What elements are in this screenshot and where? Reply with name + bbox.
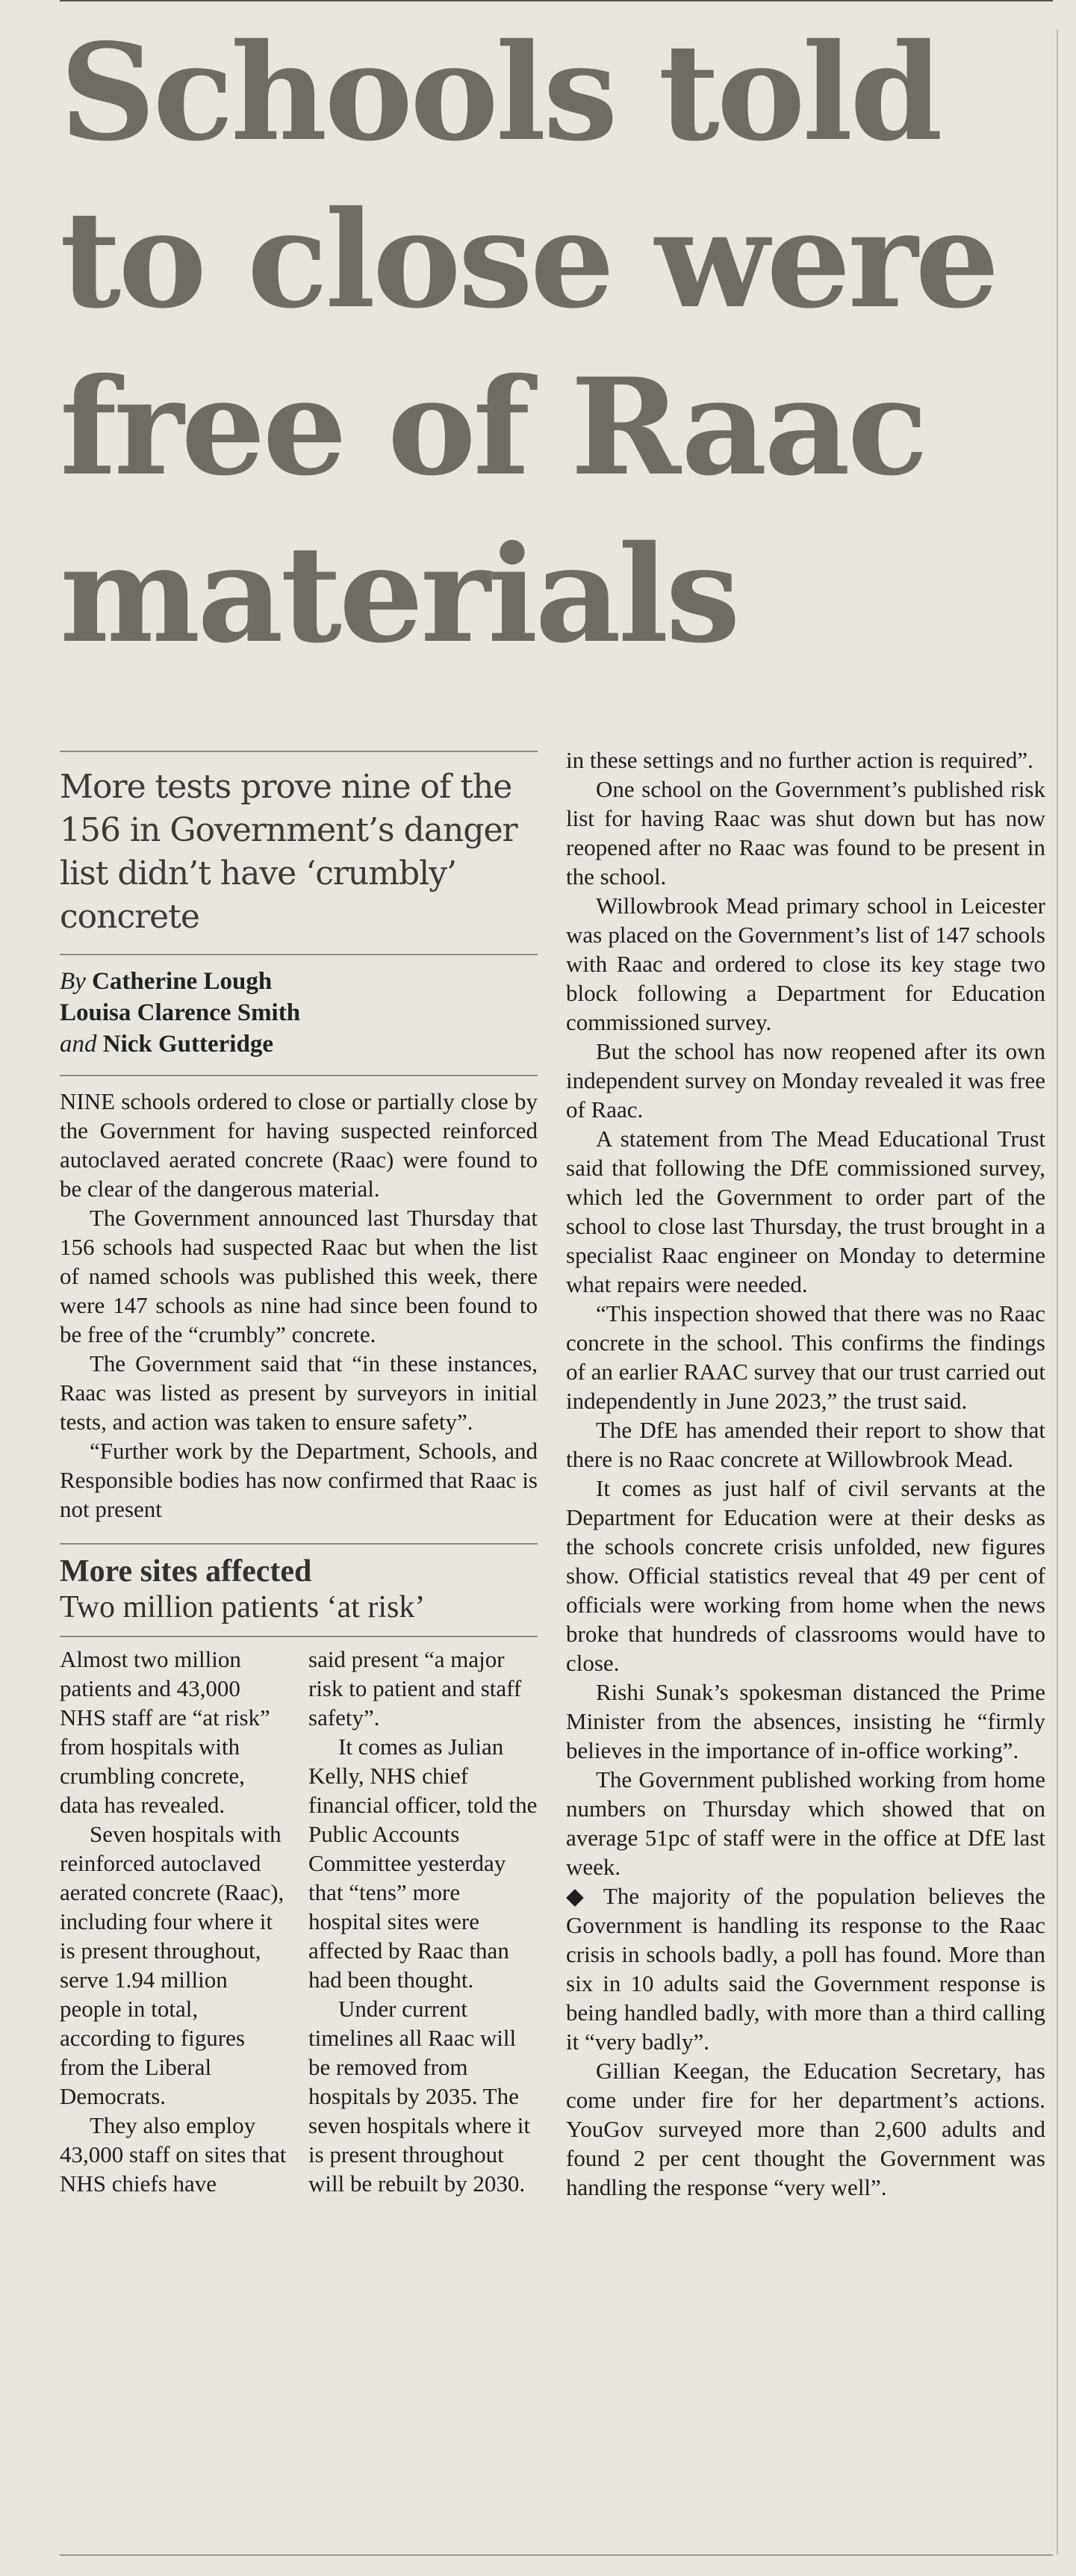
article-body-left	[60, 1087, 538, 1524]
headline-line: materials	[60, 516, 738, 672]
sidebar-column	[308, 1645, 538, 2198]
paragraph: But the school has now reopened after its own independent survey on Monday revealed it was free of Raac.	[566, 1038, 1045, 1123]
sidebar-rule	[60, 1543, 538, 1545]
paragraph: said present “a major risk to patient and staff safety”.	[308, 1646, 522, 1731]
byline	[60, 966, 538, 1060]
paragraph: Almost two million patients and 43,000 NHS staff are “at risk” from hospitals with crumbling concrete, data has revealed.	[60, 1646, 270, 1818]
paragraph: “Further work by the Department, Schools, and Responsible bodies has now confirmed that Raac is not present	[60, 1438, 538, 1522]
paragraph: ◆ The majority of the population believes the Government is handling its response to the Raac crisis in schools badly, a poll has found. More than six in 10 adults said the Government response is being handled badly, with more than a third calling it “very badly”.	[566, 1883, 1045, 2055]
sidebar-kicker: More sites affected	[60, 1554, 312, 1589]
right-column	[566, 745, 1045, 2202]
paragraph: NINE schools ordered to close or partially close by the Government for having suspected reinforced autoclaved aerated concrete (Raac) were found to be clear of the dangerous material.	[60, 1088, 538, 1202]
paragraph: Under current timelines all Raac will be removed from hospitals by 2035. The seven hospitals where it is present throughout will be rebuilt by 2030.	[308, 1996, 531, 2197]
headline	[60, 9, 1045, 678]
sidebar-heading	[60, 1554, 538, 1625]
bottom-rule	[60, 2554, 1053, 2556]
headline-line: free of Raac	[60, 349, 926, 505]
standfirst-rule	[60, 751, 538, 752]
paragraph: in these settings and no further action is required”.	[566, 747, 1033, 773]
paragraph: It comes as Julian Kelly, NHS chief financial officer, told the Public Accounts Committee yesterday that “tens” more hospital sites were affected by Raac than had been thought.	[308, 1734, 538, 1993]
paragraph: “This inspection showed that there was no Raac concrete in the school. This confirms the findings of an earlier RAAC survey that our trust carried out independently in June 2023,” the trust said.	[566, 1300, 1045, 1414]
sidebar-rule	[60, 1636, 538, 1637]
column-border	[1057, 30, 1058, 2554]
paragraph: The Government announced last Thursday that 156 schools had suspected Raac but when the list of named schools was published this week, there were 147 schools as nine had since been found to be free of the “crumbly” concrete.	[60, 1205, 538, 1347]
paragraph: They also employ 43,000 staff on sites that NHS chiefs have	[60, 2112, 287, 2197]
byline-author: Catherine Lough	[92, 968, 273, 995]
article-body-right	[566, 745, 1045, 2202]
paragraph: The DfE has amended their report to show that there is no Raac concrete at Willowbrook Mead.	[566, 1417, 1045, 1472]
headline-line: Schools told	[60, 14, 940, 170]
paragraph: A statement from The Mead Educational Trust said that following the DfE commissioned survey, which led the Government to order part of the school to close last Thursday, the trust brought in a specialist Raac engineer on Monday to determine what repairs were needed.	[566, 1126, 1045, 1297]
body-rule	[60, 1075, 538, 1076]
sidebar-columns	[60, 1645, 538, 2198]
paragraph: Seven hospitals with reinforced autoclaved aerated concrete (Raac), including four where it is present throughout, serve 1.94 million people in total, according to figures from the Liberal Democrats.	[60, 1821, 284, 2109]
paragraph: Gillian Keegan, the Education Secretary, has come under fire for her department’s actions. YouGov surveyed more than 2,600 adults and found 2 per cent thought the Government was handling the response “very well”.	[566, 2058, 1045, 2200]
paragraph: It comes as just half of civil servants at the Department for Education were at their desks as the schools concrete crisis unfolded, new figures show. Official statistics reveal that 49 per cent of officials were working from home when the news broke that hundreds of classrooms would have to close.	[566, 1475, 1045, 1676]
byline-and: and	[60, 1031, 97, 1058]
headline-line: to close were	[60, 181, 997, 338]
sidebar-column	[60, 1645, 289, 2198]
byline-by: By	[60, 968, 86, 995]
paragraph: The Government said that “in these instances, Raac was listed as present by surveyors in initial tests, and action was taken to ensure safety”.	[60, 1350, 538, 1435]
byline-author: Nick Gutteridge	[102, 1031, 273, 1058]
paragraph: Willowbrook Mead primary school in Leicester was placed on the Government’s list of 147 schools with Raac and ordered to close its key stage two block following a Department for Education commissioned survey.	[566, 893, 1045, 1035]
paragraph: Rishi Sunak’s spokesman distanced the Prime Minister from the absences, insisting he “firmly believes in the importance of in-office working”.	[566, 1679, 1045, 1763]
standfirst: More tests prove nine of the 156 in Government’s danger list didn’t have ‘crumbly’ concrete	[60, 768, 517, 936]
left-column	[60, 751, 538, 2198]
masthead-rule	[60, 0, 1053, 4]
sidebar-title: Two million patients ‘at risk’	[60, 1590, 426, 1624]
paragraph: One school on the Government’s published risk list for having Raac was shut down but has now reopened after no Raac was found to be present in the school.	[566, 776, 1045, 890]
paragraph: The Government published working from home numbers on Thursday which showed that on average 51pc of staff were in the office at DfE last week.	[566, 1766, 1045, 1880]
byline-author: Louisa Clarence Smith	[60, 999, 301, 1026]
byline-rule	[60, 954, 538, 955]
